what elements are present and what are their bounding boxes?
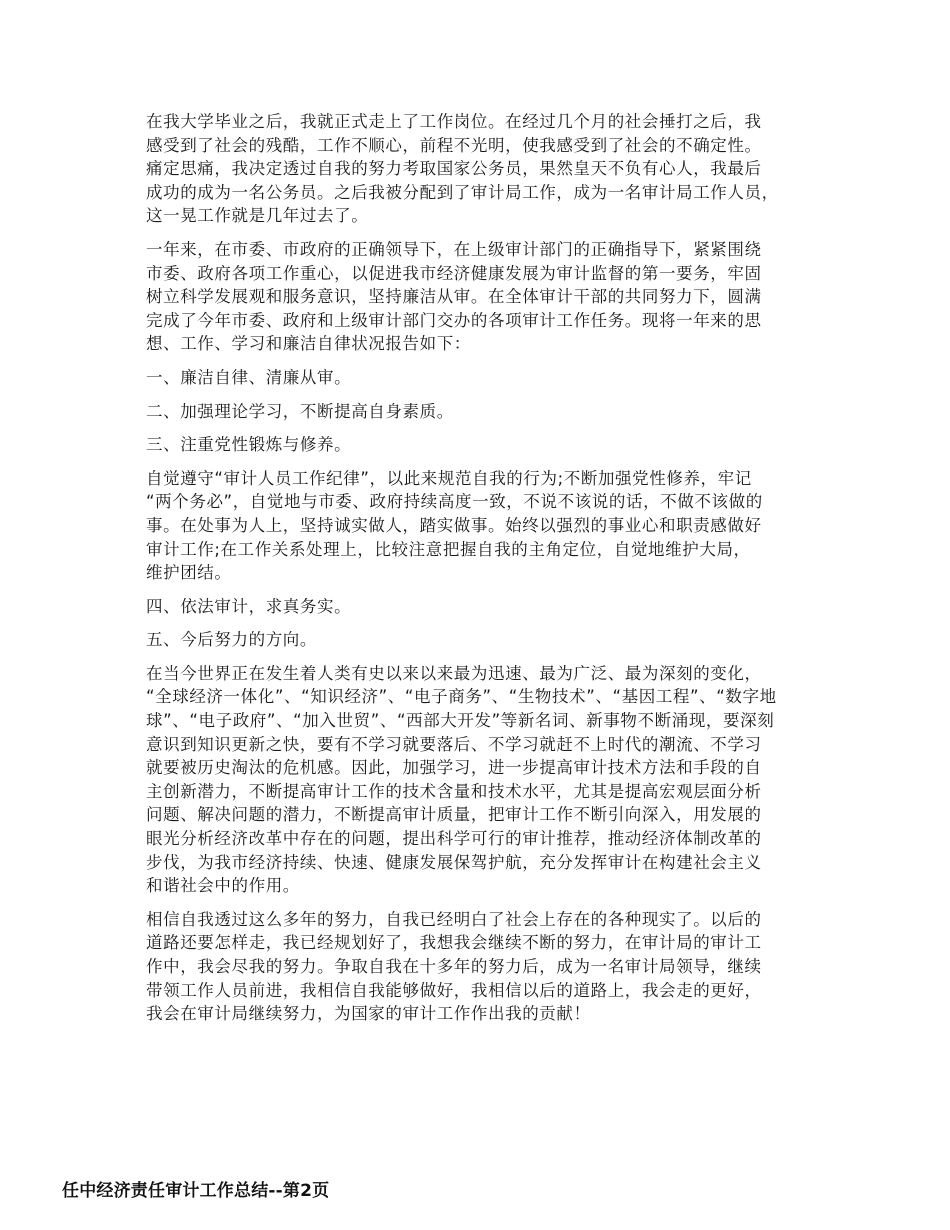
paragraph [146,595,822,619]
paragraph [146,433,822,457]
text-line: 一年来，在市委、市政府的正确领导下，在上级审计部门的正确指导下，紧紧围绕 [146,239,762,259]
text-line: 我会在审计局继续努力，为国家的审计工作作出我的贡献！ [146,1004,591,1024]
text-line: 树立科学发展观和服务意识，坚持廉洁从审。在全体审计干部的共同努力下，圆满 [146,287,762,307]
paragraph [146,238,822,356]
paragraph [146,467,822,585]
text-line: 在当今世界正在发生着人类有史以来以来最为迅速、最为广泛、最为深刻的变化， [146,663,762,683]
paragraph [146,400,822,424]
paragraph [146,110,822,228]
text-line: 五、今后努力的方向。 [146,630,317,650]
text-line: 二、加强理论学习，不断提高自身素质。 [146,401,454,421]
document-body [146,110,822,1036]
text-line: 维护团结。 [146,563,232,583]
text-line: 和谐社会中的作用。 [146,876,300,896]
page-footer: 任中经济责任审计工作总结--第2页 [62,1181,330,1201]
text-line: 完成了今年市委、政府和上级审计部门交办的各项审计工作任务。现将一年来的思 [146,310,762,330]
paragraph [146,366,822,390]
text-line: 感受到了社会的残酷，工作不顺心，前程不光明，使我感受到了社会的不确定性。 [146,135,762,155]
text-line: 步伐，为我市经济持续、快速、健康发展保驾护航，充分发挥审计在构建社会主义 [146,852,762,872]
text-line: 主创新潜力，不断提高审计工作的技术含量和技术水平，尤其是提高宏观层面分析 [146,781,762,801]
text-line: 审计工作;在工作关系处理上，比较注意把握自我的主角定位，自觉地维护大局， [146,539,751,559]
text-line: 道路还要怎样走，我已经规划好了，我想我会继续不断的努力，在审计局的审计工 [146,933,762,953]
text-line: 带领工作人员前进，我相信自我能够做好，我相信以后的道路上，我会走的更好， [146,980,762,1000]
text-line: 就要被历史淘汰的危机感。因此，加强学习，进一步提高审计技术方法和手段的自 [146,758,762,778]
text-line: “两个务必”，自觉地与市委、政府持续高度一致，不说不该说的话，不做不该做的 [146,492,763,512]
text-line: 想、工作、学习和廉洁自律状况报告如下： [146,334,471,354]
text-line: 一、廉洁自律、清廉从审。 [146,367,352,387]
text-line: “全球经济一体化”、“知识经济”、“电子商务”、“生物技术”、“基因工程”、“数字地 [146,687,777,707]
text-line: 相信自我透过这么多年的努力，自我已经明白了社会上存在的各种现实了。以后的 [146,909,762,929]
paragraph [146,662,822,898]
text-line: 四、依法审计，求真务实。 [146,596,352,616]
text-line: 问题、解决问题的潜力，不断提高审计质量，把审计工作不断引向深入，用发展的 [146,805,762,825]
paragraph [146,628,822,652]
text-line: 球”、“电子政府”、“加入世贸”、“西部大开发”等新名词、新事物不断涌现，要深刻 [146,711,775,731]
paragraph [146,908,822,1026]
text-line: 作中，我会尽我的努力。争取自我在十多年的努力后，成为一名审计局领导，继续 [146,957,762,976]
text-line: 市委、政府各项工作重心，以促进我市经济健康发展为审计监督的第一要务，牢固 [146,263,762,283]
text-line: 在我大学毕业之后，我就正式走上了工作岗位。在经过几个月的社会捶打之后，我 [146,112,762,131]
text-line: 三、注重党性锻炼与修养。 [146,435,352,455]
text-line: 眼光分析经济改革中存在的问题，提出科学可行的审计推荐，推动经济体制改革的 [146,829,762,849]
text-line: 痛定思痛，我决定透过自我的努力考取国家公务员，果然皇天不负有心人，我最后 [146,159,762,179]
text-line: 意识到知识更新之快，要有不学习就要落后、不学习就赶不上时代的潮流、不学习 [146,734,762,754]
text-line: 事。在处事为人上，坚持诚实做人，踏实做事。始终以强烈的事业心和职责感做好 [146,515,762,535]
text-line: 这一晃工作就是几年过去了。 [146,206,369,226]
text-line: 成功的成为一名公务员。之后我被分配到了审计局工作，成为一名审计局工作人员， [146,182,779,202]
text-line: 自觉遵守“审计人员工作纪律”，以此来规范自我的行为;不断加强党性修养，牢记 [146,468,752,488]
